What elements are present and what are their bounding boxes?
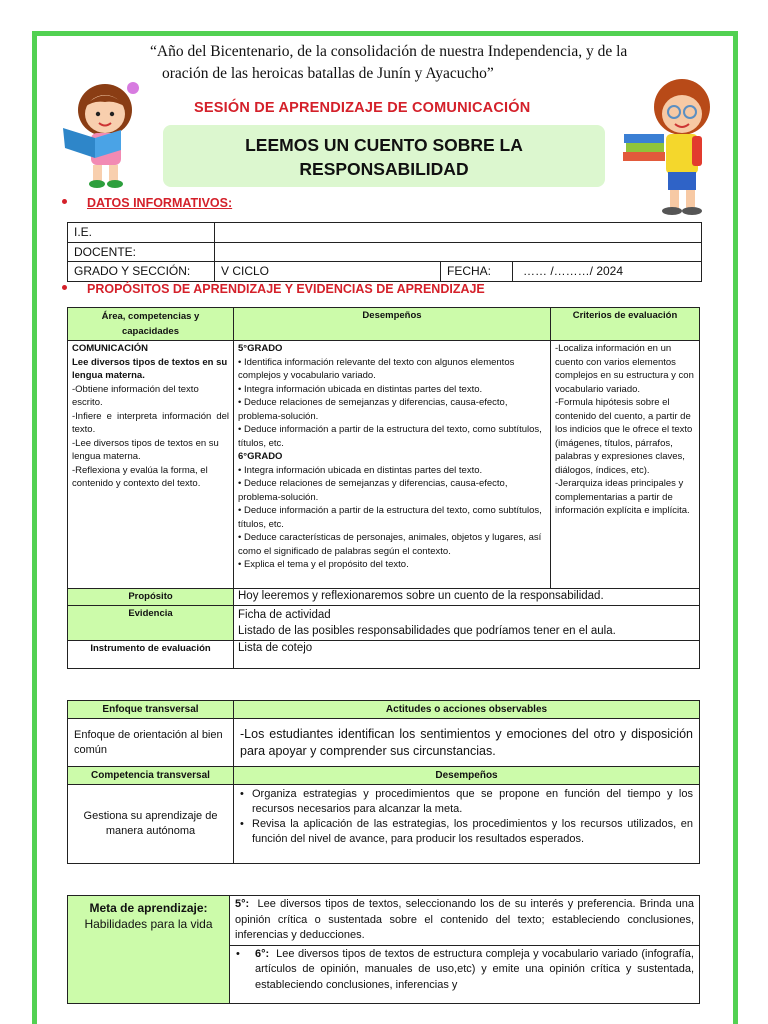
main-title-line-2: RESPONSABILIDAD <box>299 159 469 179</box>
boy-with-books-illustration <box>620 72 730 220</box>
evidencia-label: Evidencia <box>68 606 234 641</box>
desempenos-transversal-cell <box>234 785 700 864</box>
capacidad-item: -Infiere e interpreta información del texto. <box>72 410 229 435</box>
col-enfoque: Enfoque transversal <box>68 701 234 719</box>
desempeno-transversal-item: • Organiza estrategias y procedimientos que se propone en función del tiempo y los recursos necesarios para alcanzar la meta. <box>240 788 693 815</box>
evidencia-value <box>234 606 700 641</box>
desempeno-item: • Deduce relaciones de semejanzas y diferencias, causa-efecto, problema-solución. <box>238 478 508 503</box>
bullet-icon: • <box>240 788 244 800</box>
meta-grado6-text: Lee diversos tipos de textos de estructura compleja y vocabulario variado (infografía, artículos de opinión, manuales de uso,etc) y emite una opinión crítica y sustentada, estableciendo conclusiones, inferencias y <box>255 947 694 991</box>
grado6-title: 6°GRADO <box>238 451 283 462</box>
evidencia-line: Listado de las posibles responsabilidades que podríamos tener en el aula. <box>238 625 616 637</box>
desempeno-item: • Deduce información a partir de la estructura del texto, como subtítulos, títulos, etc. <box>238 424 542 449</box>
meta-grado6 <box>230 945 700 1004</box>
bullet-icon <box>62 199 67 204</box>
slogan <box>150 41 680 85</box>
area-title: COMUNICACIÓN <box>72 343 148 354</box>
datos-heading: DATOS INFORMATIVOS: <box>62 196 232 210</box>
capacidad-item: -Lee diversos tipos de textos en su lengua materna. <box>72 437 219 462</box>
desempeno-item: • Integra información ubicada en distintas partes del texto. <box>238 464 483 476</box>
criterio-item: -Localiza información en un cuento con varios elementos complejos en su estructura y con vocabulario variado. <box>555 343 694 395</box>
slogan-line-1: “Año del Bicentenario, de la consolidación de nuestra Independencia, y de la <box>150 43 628 60</box>
col-actitudes: Actitudes o acciones observables <box>234 701 700 719</box>
main-title <box>163 125 605 187</box>
main-title-line-1: LEEMOS UN CUENTO SOBRE LA <box>245 135 523 155</box>
meta-grado5-prefix: 5°: <box>235 898 250 910</box>
criterios-cell <box>551 341 700 589</box>
bullet-icon: • <box>236 947 240 960</box>
grado-value: V CICLO <box>215 262 441 282</box>
meta-grado5 <box>230 896 700 946</box>
bullet-icon: • <box>240 818 244 830</box>
desempeno-item: • Deduce información a partir de la estructura del texto, como subtítulos, títulos, etc. <box>238 505 542 530</box>
meta-sublabel: Habilidades para la vida <box>84 917 213 931</box>
desempeno-item: • Explica el tema y el propósito del texto. <box>238 559 409 570</box>
meta-label: Meta de aprendizaje: <box>89 901 208 915</box>
criterio-item: -Jerarquiza ideas principales y complementarias a partir de información explícita e implícita. <box>555 478 690 516</box>
col-desempenos: Desempeños <box>234 308 551 341</box>
meta-table <box>67 895 700 1004</box>
proposito-label: Propósito <box>68 589 234 606</box>
col-competencia: Competencia transversal <box>68 767 234 785</box>
transversal-table <box>67 700 700 864</box>
area-cell <box>68 341 234 589</box>
docente-value <box>215 242 702 262</box>
enfoque-value: Enfoque de orientación al bien común <box>68 719 234 767</box>
col-criterios: Criterios de evaluación <box>551 308 700 341</box>
proposito-value: Hoy leeremos y reflexionaremos sobre un cuento de la responsabilidad. <box>234 589 700 606</box>
capacidad-item: -Reflexiona y evalúa la forma, el contenido y contexto del texto. <box>72 464 208 489</box>
propositos-table <box>67 307 700 669</box>
slogan-line-2: oración de las heroicas batallas de Junín y Ayacucho” <box>162 65 494 82</box>
evidencia-line: Ficha de actividad <box>238 609 331 621</box>
desempeno-item: • Deduce características de personajes, animales, objetos y lugares, así como el significado de palabras según el contexto. <box>238 532 542 557</box>
desempeno-item: • Identifica información relevante del texto con algunos elementos complejos y vocabulario variado. <box>238 356 515 381</box>
fecha-value: …… /………/ 2024 <box>513 262 702 282</box>
competencia-value: Gestiona su aprendizaje de manera autónoma <box>68 785 234 864</box>
ie-label: I.E. <box>68 223 215 243</box>
instrumento-value: Lista de cotejo <box>234 641 700 669</box>
col-area: Área, competencias y capacidades <box>68 308 234 341</box>
col-desempenos-transversal: Desempeños <box>234 767 700 785</box>
desempenos-cell <box>234 341 551 589</box>
desempeno-transversal-item: • Revisa la aplicación de las estrategias, los procedimientos y los recursos utilizados, en función del nivel de avance, para producir los resultados esperados. <box>240 818 693 845</box>
desempeno-item: • Deduce relaciones de semejanzas y diferencias, causa-efecto, problema-solución. <box>238 397 508 422</box>
grado-label: GRADO Y SECCIÓN: <box>68 262 215 282</box>
meta-label-cell <box>68 896 230 1004</box>
propositos-heading: PROPÓSITOS DE APRENDIZAJE Y EVIDENCIAS DE APRENDIZAJE <box>62 282 485 296</box>
meta-grado5-text: Lee diversos tipos de textos, seleccionando los de su interés y preferencia. Brinda una opinión crítica o sustentada sobre el contenido del texto; estableciendo conclusiones, inferencias y deducciones. <box>235 898 694 941</box>
meta-grado6-prefix: 6°: <box>255 947 270 960</box>
bullet-icon <box>62 285 67 290</box>
criterio-item: -Formula hipótesis sobre el contenido del cuento, a partir de los indicios que le ofrece el texto (imágenes, títulos, párrafos, palabras y expresiones claves, diálogos, índices, etc). <box>555 397 693 476</box>
session-title: SESIÓN DE APRENDIZAJE DE COMUNICACIÓN <box>194 100 531 116</box>
capacidad-item: -Obtiene información del texto escrito. <box>72 383 199 408</box>
docente-label: DOCENTE: <box>68 242 215 262</box>
datos-table <box>67 222 702 282</box>
ie-value <box>215 223 702 243</box>
actitudes-value: -Los estudiantes identifican los sentimientos y emociones del otro y disposición para apoyar y comprender sus circunstancias. <box>234 719 700 767</box>
girl-reading-illustration <box>55 78 160 190</box>
instrumento-label: Instrumento de evaluación <box>68 641 234 669</box>
desempeno-item: • Integra información ubicada en distintas partes del texto. <box>238 383 483 395</box>
fecha-label: FECHA: <box>441 262 513 282</box>
grado5-title: 5°GRADO <box>238 343 283 354</box>
area-competencia: Lee diversos tipos de textos en su lengua materna. <box>72 356 228 381</box>
